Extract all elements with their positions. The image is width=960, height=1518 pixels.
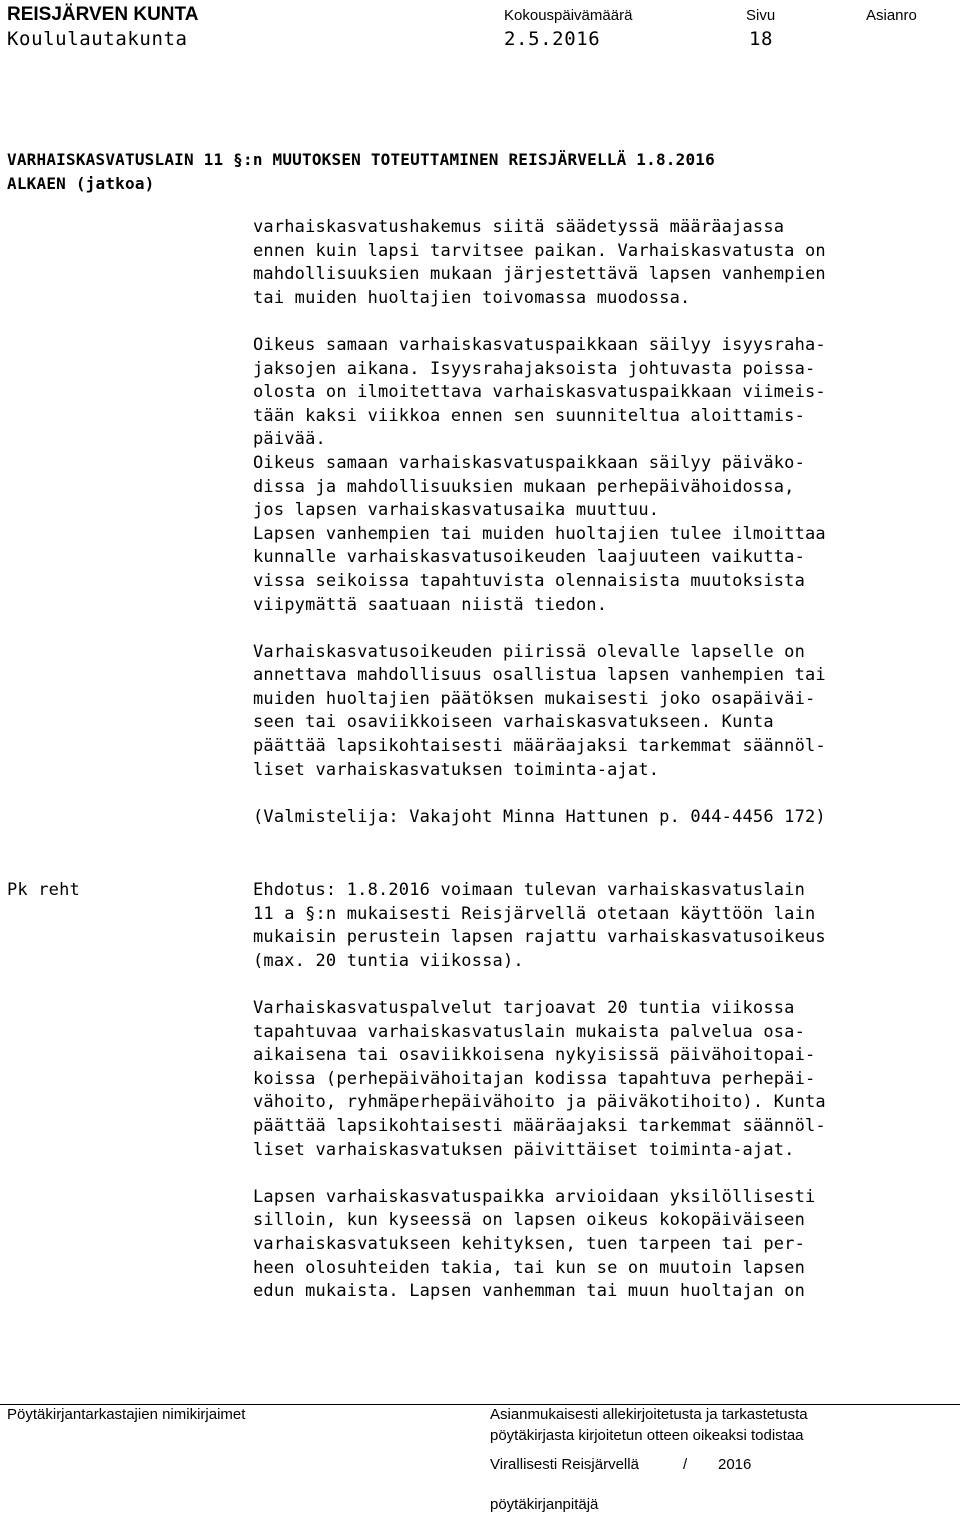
committee-name: Koululautakunta (7, 28, 188, 50)
paragraph-services: Varhaiskasvatuspalvelut tarjoavat 20 tuntia viikossa tapahtuvaa varhaiskasvatuslain mukaista palvelua osa- aikaisena tai osaviikkoisena nykyisissä päivähoitopai- koissa (perhepäivähoitajan kodissa tapahtuva perhepäi- vähoito, ryhmäperhepäivähoito ja päiväkotihoito). Kunta päättää lapsikohtaisesti määräajaksi tarkemmat säännöl- liset varhaiskasvatuksen päivittäiset toiminta-ajat. (253, 997, 826, 1160)
section-title (7, 148, 715, 196)
footer-date-slash: / (683, 1456, 688, 1473)
footer-minutes-keeper: pöytäkirjanpitäjä (490, 1496, 599, 1513)
proposal-paragraph: Ehdotus: 1.8.2016 voimaan tulevan varhaiskasvatuslain 11 a §:n mukaisesti Reisjärvellä otetaan käyttöön lain mukaisin perustein lapsen rajattu varhaiskasvatusoikeus (max. 20 tuntia viikossa). (253, 880, 826, 971)
paragraph-2: Oikeus samaan varhaiskasvatuspaikkaan säilyy isyysraha- jaksojen aikana. Isyysrahajaksoista johtuvasta poissa- olosta on ilmoitettava varhaiskasvatuspaikkaan viimeis- tään kaksi viikkoa ennen sen suunniteltua aloittamis- päivää. Oikeus samaan varhaiskasvatuspaikkaan säilyy päiväko- dissa ja mahdollisuuksien mukaan perhepäivähoidossa, jos lapsen varhaiskasvatusaika muuttuu. Lapsen vanhempien tai muiden huoltajien tulee ilmoittaa kunnalle varhaiskasvatusoikeuden laajuuteen vaikutta- vissa seikoissa tapahtuvista olennaisista muutoksista viipymättä saatuaan niistä tiedon. (253, 334, 826, 615)
body-text-upper (253, 216, 953, 829)
section-title-line-1: VARHAISKASVATUSLAIN 11 §:n MUUTOKSEN TOTEUTTAMINEN REISJÄRVELLÄ 1.8.2016 (7, 150, 715, 169)
paragraph-3: Varhaiskasvatusoikeuden piirissä olevalle lapselle on annettava mahdollisuus osallistua lapsen vanhempien tai muiden huoltajien päätöksen mukaisesti joko osapäiväi- seen tai osaviikkoiseen varhaiskasvatukseen. Kunta päättää lapsikohtaisesti määräajaksi tarkemmat säännöl- liset varhaiskasvatuksen toiminta-ajat. (253, 641, 826, 780)
footer-initials-label: Pöytäkirjantarkastajien nimikirjaimet (7, 1406, 246, 1423)
presenter-label: Pk reht (7, 880, 80, 900)
paragraph-1: varhaiskasvatushakemus siitä säädetyssä määräajassa ennen kuin lapsi tarvitsee paikan. Varhaiskasvatusta on mahdollisuuksien mukaan järjestettävä lapsen vanhempien tai muiden huoltajien toivomassa muodossa. (253, 217, 826, 308)
meeting-date: 2.5.2016 (504, 28, 601, 50)
footer-certification-line-1: Asianmukaisesti allekirjoitetusta ja tarkastetusta (490, 1406, 808, 1423)
body-text-lower (253, 879, 953, 1304)
footer-certification-line-2: pöytäkirjasta kirjoitetun otteen oikeaksi todistaa (490, 1427, 804, 1444)
preparer-note: (Valmistelija: Vakajoht Minna Hattunen p. 044-4456 172) (253, 806, 826, 827)
page-number: 18 (749, 28, 774, 50)
footer-year: 2016 (718, 1456, 752, 1473)
organization-name: REISJÄRVEN KUNTA (7, 4, 199, 25)
footer-place: Virallisesti Reisjärvellä (490, 1456, 639, 1473)
meeting-date-label: Kokouspäivämäärä (504, 7, 633, 24)
section-title-line-2: ALKAEN (jatkoa) (7, 174, 155, 193)
page-label: Sivu (746, 7, 776, 24)
case-number-label: Asianro (866, 7, 917, 24)
footer-divider (0, 1404, 960, 1405)
paragraph-assessment: Lapsen varhaiskasvatuspaikka arvioidaan yksilöllisesti silloin, kun kyseessä on lapsen oikeus kokopäiväiseen varhaiskasvatukseen kehityksen, tuen tarpeen tai per- heen olosuhteiden takia, tai kun se on muutoin lapsen edun mukaista. Lapsen vanhemman tai muun huoltajan on (253, 1186, 816, 1302)
